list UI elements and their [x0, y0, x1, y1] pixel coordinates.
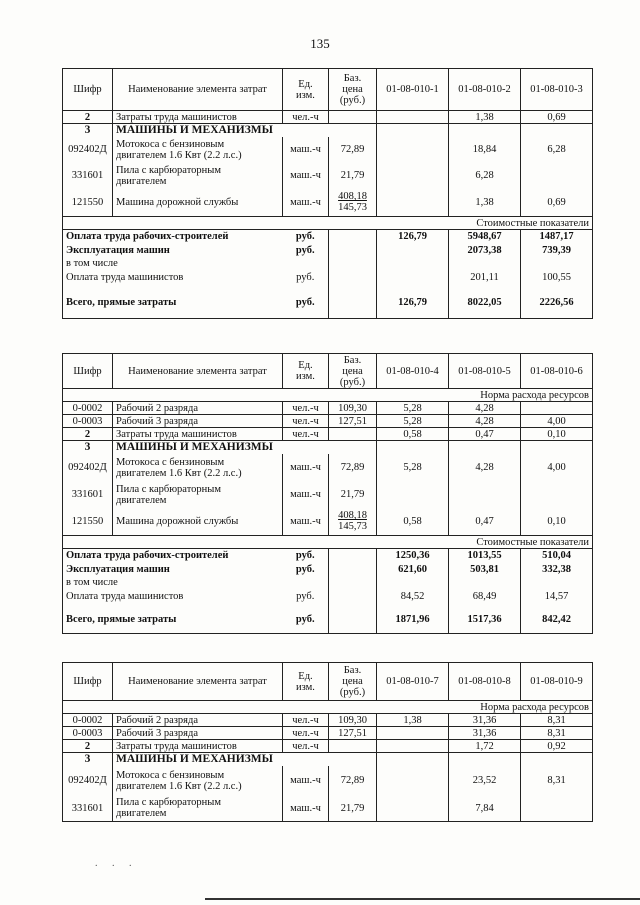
- table-row: 092402Д Мотокоса с бензиновым двигателем 1.6 Квт (2.2 л.с.) маш.-ч 72,89 23,52 8,31: [63, 766, 593, 796]
- scan-dots: . . .: [95, 858, 138, 869]
- cost-table-2: [62, 353, 593, 634]
- table-row: 121550 Машина дорожной службы маш.-ч 408,18 145,73 1,38 0,69: [63, 189, 593, 217]
- header-col-4: 01-08-010-4: [377, 354, 449, 389]
- header-code: Шифр: [63, 663, 113, 701]
- header-name: Наименование элемента затрат: [113, 663, 283, 701]
- header-col-8: 01-08-010-8: [449, 663, 521, 701]
- total-row: Всего, прямые затраты руб. 126,79 8022,05 2226,56: [63, 287, 593, 319]
- norm-subheader: Норма расхода ресурсов: [63, 701, 593, 714]
- header-unit: Ед. изм.: [283, 354, 329, 389]
- header-price: Баз. цена (руб.): [329, 354, 377, 389]
- table-row: 0-0003 Рабочий 3 разряда чел.-ч 127,51 31,36 8,31: [63, 727, 593, 740]
- total-row: в том числе: [63, 577, 593, 588]
- table-row: 092402Д Мотокоса с бензиновым двигателем 1.6 Квт (2.2 л.с.) маш.-ч 72,89 18,84 6,28: [63, 137, 593, 163]
- norm-subheader: Норма расхода ресурсов: [63, 389, 593, 402]
- header-name: Наименование элемента затрат: [113, 69, 283, 111]
- header-unit: Ед. изм.: [283, 69, 329, 111]
- table-row: 092402Д Мотокоса с бензиновым двигателем 1.6 Квт (2.2 л.с.) маш.-ч 72,89 5,28 4,28 4,00: [63, 454, 593, 482]
- total-row: Всего, прямые затраты руб. 1871,96 1517,36 842,42: [63, 606, 593, 634]
- table-row: 0-0002 Рабочий 2 разряда чел.-ч 109,30 5,28 4,28: [63, 402, 593, 415]
- page-number: 135: [310, 36, 330, 51]
- table-row: 2 Затраты труда машинистов чел.-ч 0,58 0,47 0,10: [63, 428, 593, 441]
- cost-subheader: Стоимостные показатели: [63, 536, 593, 549]
- cost-subheader: Стоимостные показатели: [63, 217, 593, 230]
- header-code: Шифр: [63, 69, 113, 111]
- header-code: Шифр: [63, 354, 113, 389]
- table-header: [63, 69, 593, 111]
- header-col-5: 01-08-010-5: [449, 354, 521, 389]
- table-row: 0-0003 Рабочий 3 разряда чел.-ч 127,51 5,28 4,28 4,00: [63, 415, 593, 428]
- header-price: Баз. цена (руб.): [329, 663, 377, 701]
- cost-table-1: [62, 68, 593, 319]
- header-col-1: 01-08-010-1: [377, 69, 449, 111]
- table-header: [63, 354, 593, 389]
- section-row: 3 МАШИНЫ И МЕХАНИЗМЫ: [63, 124, 593, 137]
- header-name: Наименование элемента затрат: [113, 354, 283, 389]
- table-row: 331601 Пила с карбюраторным двигателем маш.-ч 21,79 6,28: [63, 163, 593, 189]
- header-col-7: 01-08-010-7: [377, 663, 449, 701]
- table-row: 2 Затраты труда машинистов чел.-ч 1,38 0,69: [63, 111, 593, 124]
- table-row: 331601 Пила с карбюраторным двигателем маш.-ч 21,79: [63, 482, 593, 508]
- table-row: 331601 Пила с карбюраторным двигателем маш.-ч 21,79 7,84: [63, 796, 593, 822]
- header-col-2: 01-08-010-2: [449, 69, 521, 111]
- total-row: Оплата труда рабочих-строителей руб. 126,79 5948,67 1487,17: [63, 230, 593, 244]
- header-col-3: 01-08-010-3: [521, 69, 593, 111]
- section-row: 3 МАШИНЫ И МЕХАНИЗМЫ: [63, 753, 593, 766]
- header-price: Баз. цена (руб.): [329, 69, 377, 111]
- total-row: Оплата труда машинистов руб. 201,11 100,55: [63, 269, 593, 287]
- total-row: Эксплуатация машин руб. 621,60 503,81 332,38: [63, 563, 593, 577]
- total-row: в том числе: [63, 258, 593, 269]
- table-row: 2 Затраты труда машинистов чел.-ч 1,72 0,92: [63, 740, 593, 753]
- scan-edge-line: [205, 898, 640, 900]
- cost-table-3: [62, 662, 593, 822]
- total-row: Оплата труда машинистов руб. 84,52 68,49 14,57: [63, 588, 593, 606]
- header-col-9: 01-08-010-9: [521, 663, 593, 701]
- header-unit: Ед. изм.: [283, 663, 329, 701]
- header-col-6: 01-08-010-6: [521, 354, 593, 389]
- table-header: [63, 663, 593, 701]
- total-row: Оплата труда рабочих-строителей руб. 1250,36 1013,55 510,04: [63, 549, 593, 563]
- table-row: 0-0002 Рабочий 2 разряда чел.-ч 109,30 1,38 31,36 8,31: [63, 714, 593, 727]
- section-row: 3 МАШИНЫ И МЕХАНИЗМЫ: [63, 441, 593, 454]
- table-row: 121550 Машина дорожной службы маш.-ч 408,18 145,73 0,58 0,47 0,10: [63, 508, 593, 536]
- total-row: Эксплуатация машин руб. 2073,38 739,39: [63, 244, 593, 258]
